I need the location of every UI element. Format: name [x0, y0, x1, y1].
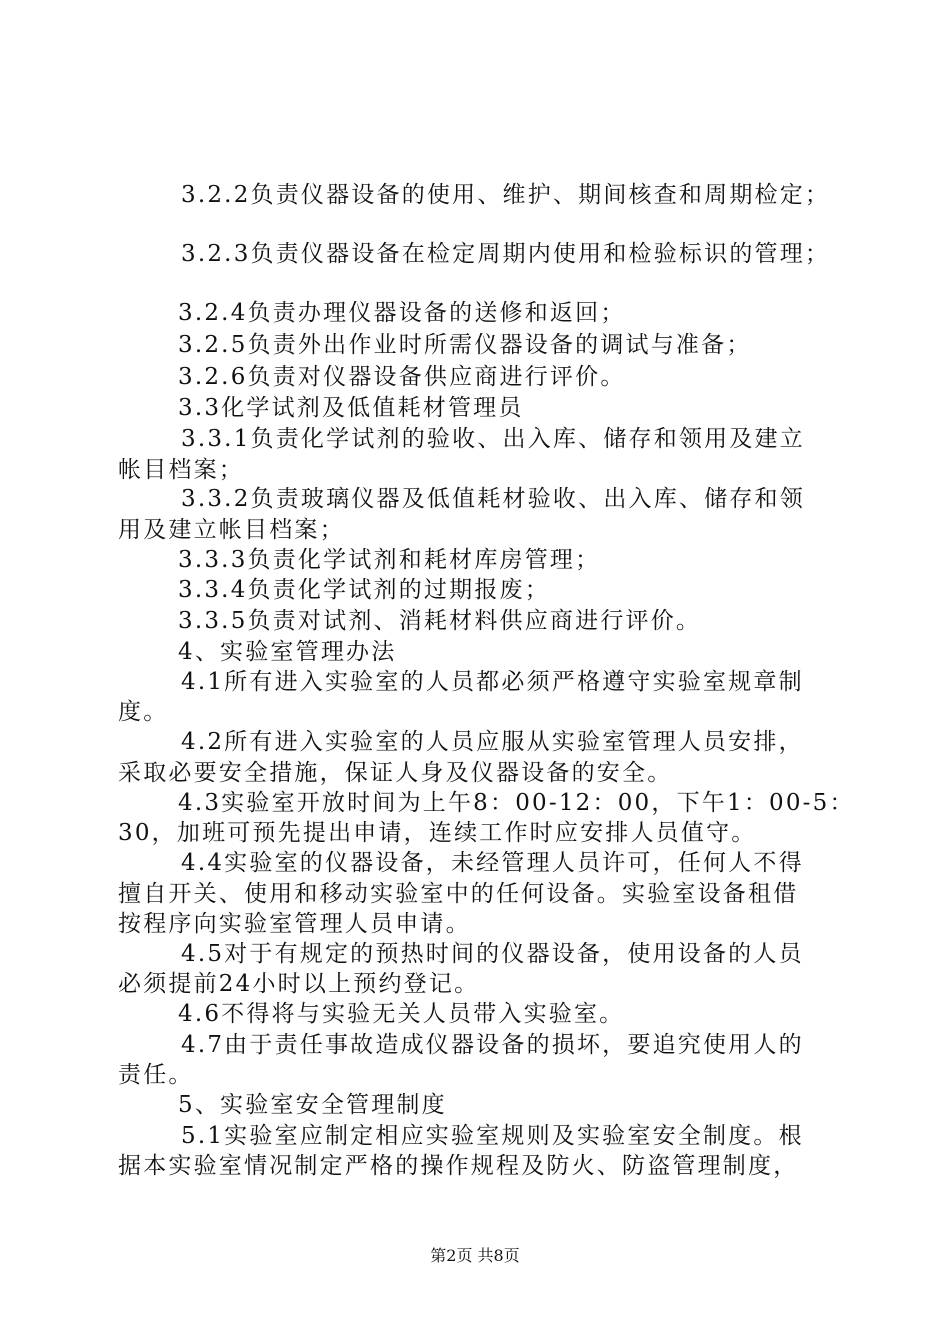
text-line: 3.3.4负责化学试剂的过期报废；	[178, 577, 550, 603]
text-line: 据本实验室情况制定严格的操作规程及防火、防盗管理制度，	[118, 1153, 799, 1179]
text-line: 30，加班可预先提出申请，连续工作时应安排人员值守。	[118, 820, 757, 846]
text-line: 4.4实验室的仪器设备，未经管理人员许可，任何人不得	[181, 850, 804, 876]
text-line: 4.2所有进入实验室的人员应服从实验室管理人员安排，	[181, 729, 804, 755]
text-line: 4.7由于责任事故造成仪器设备的损坏，要追究使用人的	[181, 1032, 804, 1058]
text-line: 4.1所有进入实验室的人员都必须严格遵守实验室规章制	[181, 669, 804, 695]
text-line: 必须提前24小时以上预约登记。	[118, 971, 480, 997]
text-line: 3.2.4负责办理仪器设备的送修和返回；	[178, 300, 626, 326]
text-line: 3.3.1负责化学试剂的验收、出入库、储存和领用及建立	[181, 426, 805, 452]
text-line: 4.6不得将与实验无关人员带入实验室。	[178, 1001, 625, 1027]
section-heading: 3.3化学试剂及低值耗材管理员	[178, 395, 524, 421]
text-line: 4.5对于有规定的预热时间的仪器设备，使用设备的人员	[181, 941, 804, 967]
text-line: 采取必要安全措施，保证人身及仪器设备的安全。	[118, 760, 673, 786]
text-line: 帐目档案；	[118, 457, 244, 483]
text-line: 3.2.6负责对仪器设备供应商进行评价。	[178, 364, 626, 390]
section-heading: 5、实验室安全管理制度	[178, 1092, 447, 1118]
text-line: 用及建立帐目档案；	[118, 517, 345, 543]
text-line: 3.2.3负责仪器设备在检定周期内使用和检验标识的管理；	[181, 241, 831, 267]
text-line: 责任。	[118, 1062, 194, 1088]
text-line: 4.3实验室开放时间为上午8：00-12：00，下午1：00-5：	[178, 790, 855, 816]
page-footer: 第2页 共8页	[430, 1246, 520, 1265]
text-line: 5.1实验室应制定相应实验室规则及实验室安全制度。根	[181, 1123, 804, 1149]
section-heading: 4、实验室管理办法	[178, 639, 397, 665]
text-line: 3.3.3负责化学试剂和耗材库房管理；	[178, 547, 601, 573]
text-line: 度。	[118, 699, 169, 725]
text-line: 3.3.5负责对试剂、消耗材料供应商进行评价。	[178, 608, 702, 634]
text-line: 3.2.5负责外出作业时所需仪器设备的调试与准备；	[178, 332, 752, 358]
text-line: 3.3.2负责玻璃仪器及低值耗材验收、出入库、储存和领	[181, 486, 805, 512]
text-line: 按程序向实验室管理人员申请。	[118, 911, 471, 937]
text-line: 3.2.2负责仪器设备的使用、维护、期间核查和周期检定；	[181, 182, 831, 208]
text-line: 擅自开关、使用和移动实验室中的任何设备。实验室设备租借	[118, 881, 799, 907]
